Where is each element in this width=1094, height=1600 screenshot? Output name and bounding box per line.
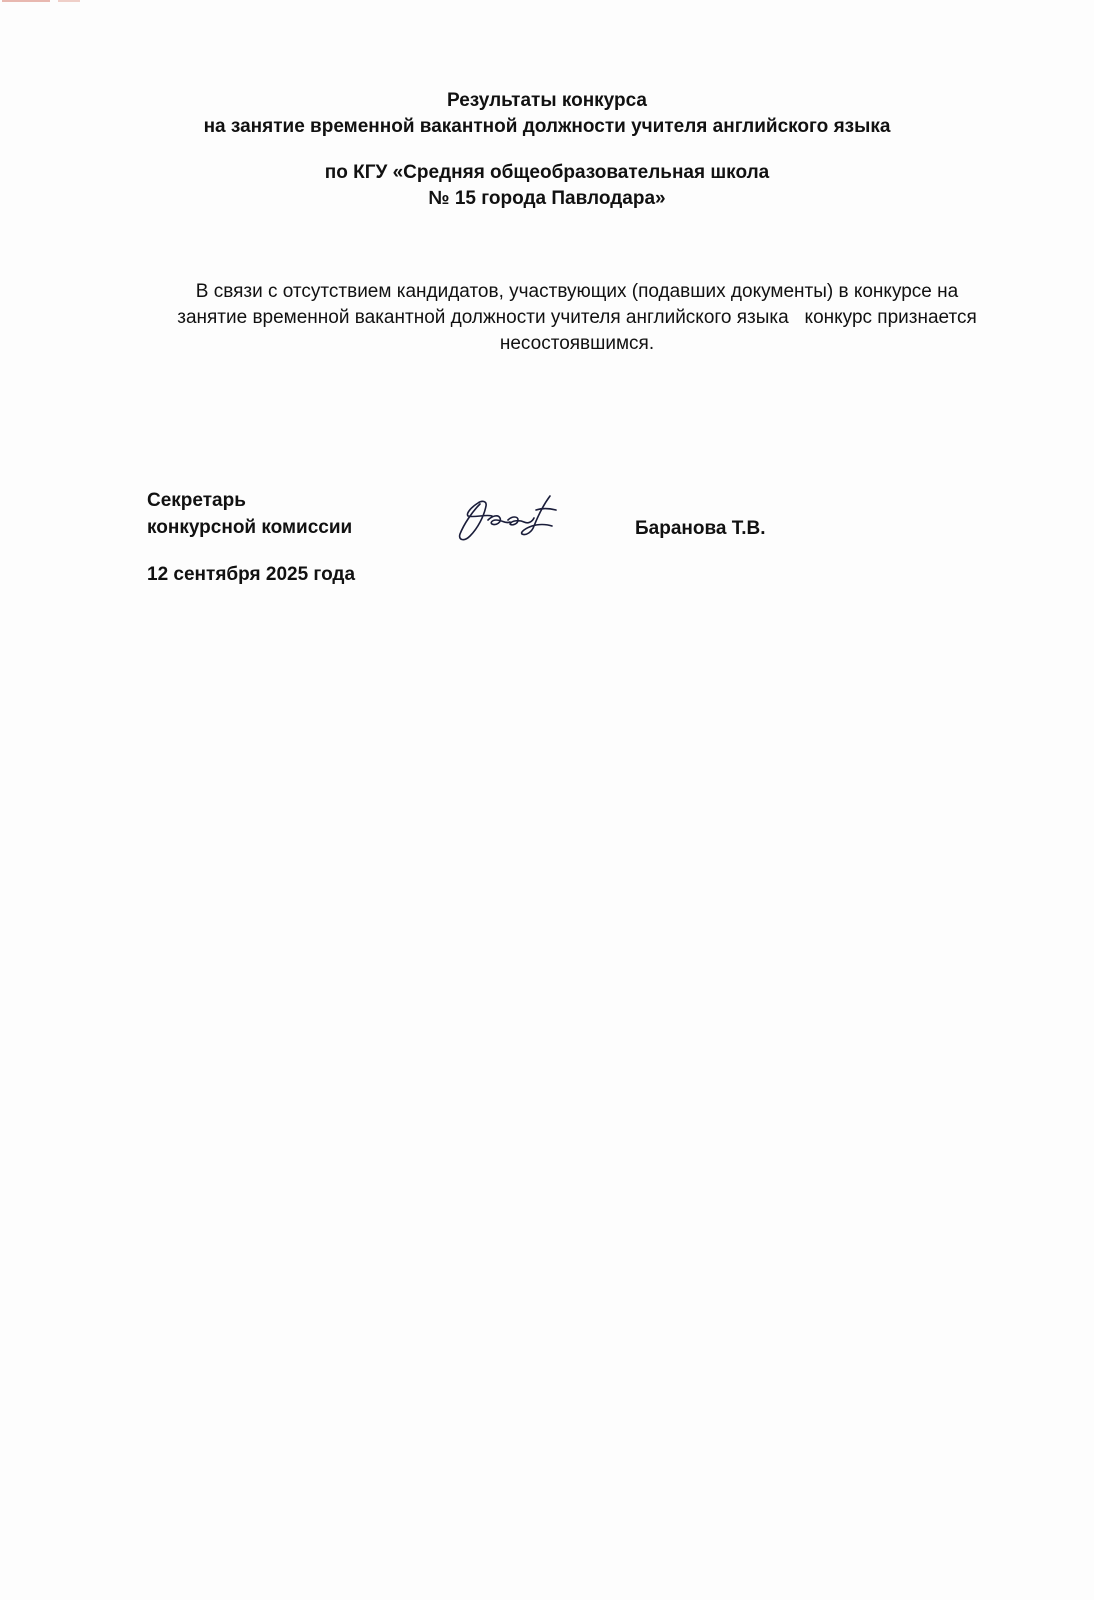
title-line-2: на занятие временной вакантной должности учителя английского языка <box>203 116 891 137</box>
handwritten-signature <box>452 490 562 546</box>
organization-name <box>0 160 1094 212</box>
signatory-role <box>147 487 352 541</box>
body-line-3: несостоявшимся. <box>499 333 655 354</box>
org-line-1: по КГУ «Средняя общеобразовательная школа <box>324 162 770 183</box>
document-title <box>0 88 1094 140</box>
scan-edge-mark <box>0 0 90 4</box>
org-line-2: № 15 города Павлодара» <box>428 188 666 209</box>
document-date: 12 сентября 2025 года <box>147 564 356 585</box>
role-line-1: Секретарь <box>147 490 246 511</box>
body-line-2: занятие временной вакантной должности учителя английского языка конкурс признается <box>177 307 977 328</box>
title-line-1: Результаты конкурса <box>447 90 647 111</box>
body-line-1: В связи с отсутствием кандидатов, участвующих (подавших документы) в конкурсе на <box>195 281 959 302</box>
result-statement <box>140 279 1014 357</box>
signatory-name: Баранова Т.В. <box>635 518 766 539</box>
role-line-2: конкурсной комиссии <box>147 517 353 538</box>
